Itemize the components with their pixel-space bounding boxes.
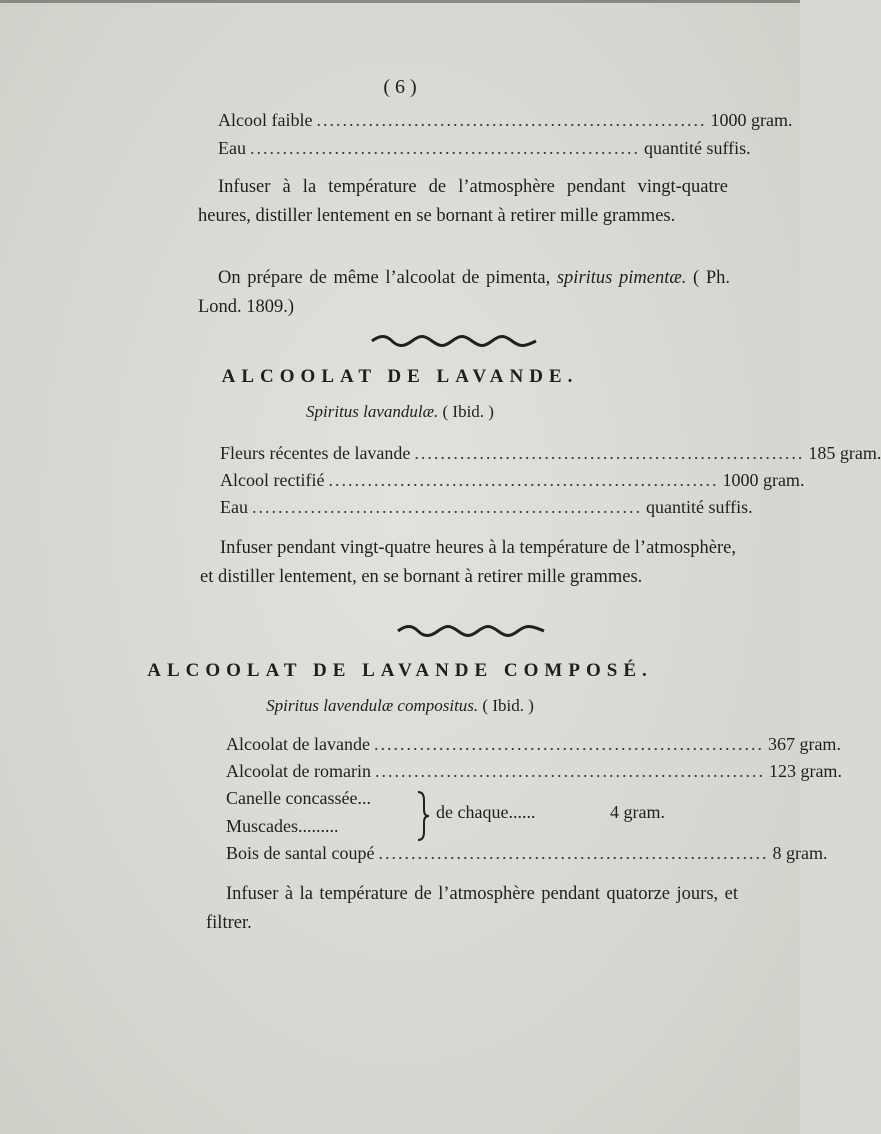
leader-dots: ... bbox=[357, 788, 371, 808]
note-reference: ( Ph. Lond. 1809.) bbox=[198, 268, 730, 317]
curly-brace bbox=[416, 790, 430, 842]
grouped-ingredient bbox=[226, 788, 371, 809]
ingredient-line bbox=[226, 734, 841, 760]
grouped-ingredient bbox=[226, 816, 338, 837]
wave-ornament bbox=[396, 624, 548, 638]
leader-dots: ............................................................ bbox=[378, 843, 769, 863]
ingredient-line bbox=[220, 470, 805, 496]
ingredient-line bbox=[218, 110, 793, 136]
ingredient-label: Fleurs récentes de lavande bbox=[220, 443, 411, 463]
ingredient-quantity: 123 gram. bbox=[768, 761, 842, 781]
section-subtitle bbox=[0, 402, 800, 422]
wave-ornament bbox=[370, 334, 540, 348]
note-text: On prépare de même l’alcoolat de pimenta, bbox=[218, 268, 551, 288]
ingredient-label: Canelle concassée bbox=[226, 788, 358, 808]
ingredient-quantity: 1000 gram. bbox=[722, 470, 805, 490]
instruction-paragraph: Infuser à la température de l’atmosphère pendant quatorze jours, et filtrer. bbox=[206, 884, 738, 933]
leader-dots: ............................................................ bbox=[373, 734, 764, 754]
leader-dots: ............................................................ bbox=[374, 761, 765, 781]
leader-dots: ............................................................ bbox=[316, 110, 707, 130]
section-title: ALCOOLAT DE LAVANDE COMPOSÉ. bbox=[147, 660, 653, 681]
latin-name: Spiritus lavendulæ compositus. bbox=[266, 696, 479, 715]
ingredient-quantity: 1000 gram. bbox=[710, 110, 793, 130]
group-quantity-label bbox=[436, 802, 535, 823]
leader-dots: ...... bbox=[508, 802, 536, 822]
ingredient-quantity: 185 gram. bbox=[808, 443, 881, 463]
leader-dots: ............................................................ bbox=[249, 138, 640, 158]
instruction-paragraph: Infuser à la température de l’atmosphère pendant vingt-quatre heures, distiller lentement en se bornant à retirer mille grammes. bbox=[198, 177, 728, 226]
ingredient-quantity: 367 gram. bbox=[767, 734, 841, 754]
ingredient-quantity: quantité suffis. bbox=[645, 497, 753, 517]
ingredient-line bbox=[218, 138, 751, 164]
instruction-paragraph: Infuser pendant vingt-quatre heures à la température de l’atmosphère, et distiller lentement, en se bornant à retirer mille grammes. bbox=[200, 538, 736, 587]
ingredient-line bbox=[220, 443, 881, 469]
page-edge bbox=[0, 0, 800, 3]
leader-dots: ............................................................ bbox=[414, 443, 805, 463]
ingredient-label: Alcool faible bbox=[218, 110, 313, 130]
page-number: ( 6 ) bbox=[383, 76, 417, 98]
ingredient-label: Alcoolat de lavande bbox=[226, 734, 370, 754]
leader-dots: ............................................................ bbox=[328, 470, 719, 490]
section-subtitle bbox=[0, 696, 800, 716]
leader-dots: ......... bbox=[297, 816, 339, 836]
latin-name: Spiritus lavandulæ. bbox=[306, 402, 439, 421]
ingredient-label: Eau bbox=[220, 497, 248, 517]
ingredient-quantity: 4 gram. bbox=[610, 802, 665, 822]
ingredient-quantity: quantité suffis. bbox=[643, 138, 751, 158]
ingredient-label: Alcool rectifié bbox=[220, 470, 325, 490]
section-title: ALCOOLAT DE LAVANDE. bbox=[221, 366, 579, 387]
leader-dots: ............................................................ bbox=[251, 497, 642, 517]
note-paragraph bbox=[198, 264, 730, 322]
ingredient-label: Muscades bbox=[226, 816, 298, 836]
grouped-ingredients bbox=[226, 788, 696, 844]
ingredient-label: Bois de santal coupé bbox=[226, 843, 375, 863]
each-label: de chaque bbox=[436, 802, 509, 822]
ingredient-label: Eau bbox=[218, 138, 246, 158]
source-reference: ( Ibid. ) bbox=[442, 402, 494, 421]
note-latin-name: spiritus pimentæ. bbox=[556, 268, 687, 288]
ingredient-label: Alcoolat de romarin bbox=[226, 761, 371, 781]
source-reference: ( Ibid. ) bbox=[482, 696, 534, 715]
ingredient-quantity: 8 gram. bbox=[772, 843, 828, 863]
ingredient-line bbox=[226, 761, 842, 787]
ingredient-line bbox=[226, 843, 828, 869]
ingredient-line bbox=[220, 497, 753, 523]
